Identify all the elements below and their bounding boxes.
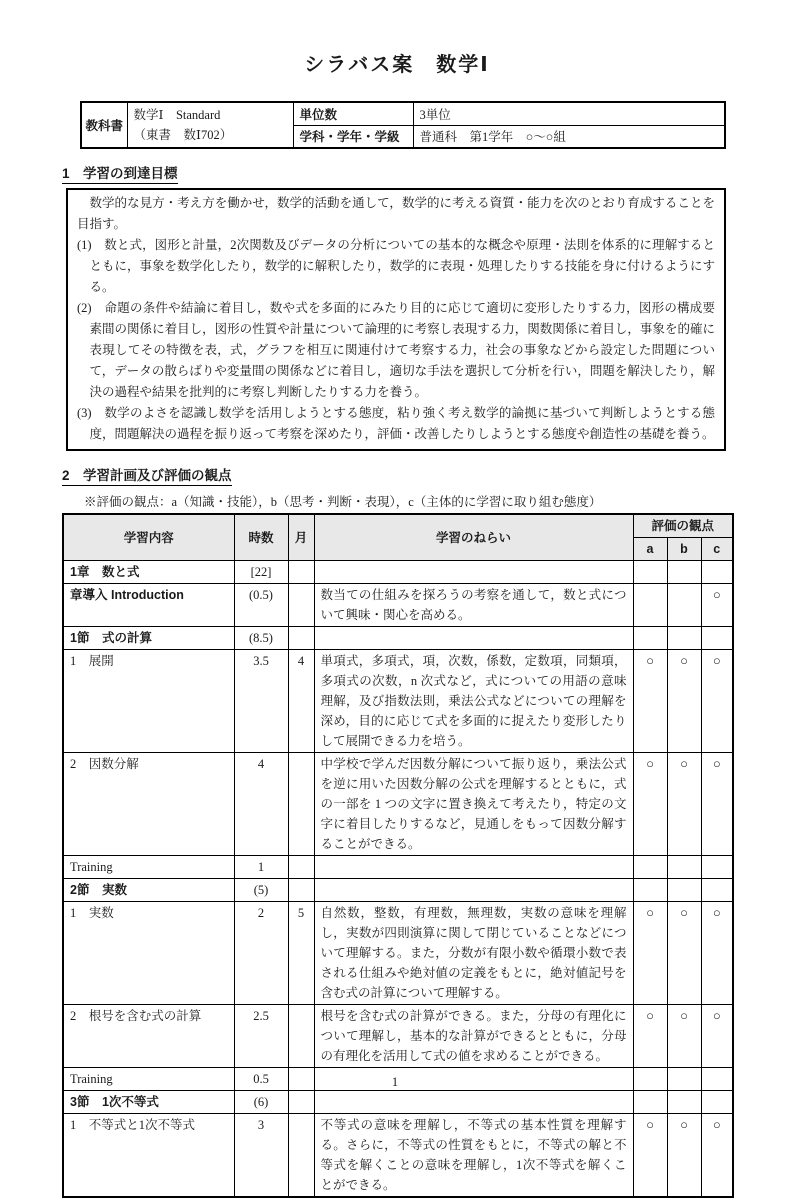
eval-b-cell: ○	[667, 1005, 701, 1068]
hours-cell: (8.5)	[234, 627, 288, 650]
content-cell: 2 因数分解	[63, 753, 234, 856]
content-cell: 1 展開	[63, 650, 234, 753]
plan-row	[63, 1005, 733, 1068]
month-cell	[288, 1091, 314, 1114]
eval-a-cell: ○	[633, 902, 667, 1005]
eval-c-cell: ○	[701, 1005, 733, 1068]
units-value: 3単位	[413, 102, 725, 125]
eval-a-cell	[633, 584, 667, 627]
header-content: 学習内容	[63, 514, 234, 561]
content-cell: 1 実数	[63, 902, 234, 1005]
eval-c-cell: ○	[701, 902, 733, 1005]
eval-c-cell: ○	[701, 650, 733, 753]
eval-b-cell	[667, 584, 701, 627]
hours-cell: 2	[234, 902, 288, 1005]
eval-b-cell: ○	[667, 902, 701, 1005]
eval-b-cell	[667, 627, 701, 650]
month-cell	[288, 1114, 314, 1198]
header-aim: 学習のねらい	[314, 514, 633, 561]
plan-table-header	[63, 514, 733, 561]
month-cell	[288, 879, 314, 902]
eval-c-cell	[701, 879, 733, 902]
eval-a-cell	[633, 879, 667, 902]
header-hours: 時数	[234, 514, 288, 561]
hours-cell: 3.5	[234, 650, 288, 753]
eval-b-cell	[667, 856, 701, 879]
aim-cell	[314, 879, 633, 902]
textbook-name-line2: （東書 数Ⅰ702）	[133, 128, 233, 142]
content-cell: 1節 式の計算	[63, 627, 234, 650]
plan-row	[63, 650, 733, 753]
month-cell	[288, 627, 314, 650]
eval-a-cell: ○	[633, 753, 667, 856]
hours-cell: (5)	[234, 879, 288, 902]
content-cell: 1章 数と式	[63, 561, 234, 584]
aim-cell: 根号を含む式の計算ができる。また，分母の有理化について理解し，基本的な計算ができるとともに，分母の有理化を活用して式の値を求めることができる。	[314, 1005, 633, 1068]
month-cell: 4	[288, 650, 314, 753]
eval-b-cell: ○	[667, 650, 701, 753]
month-cell	[288, 561, 314, 584]
content-cell: 3節 1次不等式	[63, 1091, 234, 1114]
class-value: 普通科 第1学年 ○～○組	[413, 125, 725, 148]
section1-heading: 1 学習の到達目標	[62, 162, 178, 184]
header-eval-c: c	[701, 538, 733, 561]
info-row-1	[81, 102, 725, 125]
info-table	[80, 101, 726, 149]
hours-cell: 3	[234, 1114, 288, 1198]
eval-c-cell	[701, 561, 733, 584]
aim-cell	[314, 561, 633, 584]
content-cell: 章導入 Introduction	[63, 584, 234, 627]
aim-cell	[314, 627, 633, 650]
eval-c-cell	[701, 856, 733, 879]
evaluation-note: ※評価の観点：a（知識・技能），b（思考・判断・表現），c（主体的に学習に取り組む態度）	[84, 495, 602, 509]
content-cell: 1 不等式と1次不等式	[63, 1114, 234, 1198]
aim-cell	[314, 1091, 633, 1114]
hours-cell: [22]	[234, 561, 288, 584]
eval-c-cell: ○	[701, 753, 733, 856]
eval-b-cell	[667, 879, 701, 902]
content-cell: 2節 実数	[63, 879, 234, 902]
aim-cell	[314, 856, 633, 879]
plan-row	[63, 1114, 733, 1198]
plan-row	[63, 1091, 733, 1114]
header-eval-b: b	[667, 538, 701, 561]
hours-cell: (6)	[234, 1091, 288, 1114]
plan-table-body	[63, 561, 733, 1198]
eval-c-cell	[701, 627, 733, 650]
plan-row	[63, 627, 733, 650]
content-cell: Training	[63, 1068, 234, 1091]
eval-b-cell: ○	[667, 753, 701, 856]
aim-cell: 不等式の意味を理解し，不等式の基本性質を理解する。さらに，不等式の性質をもとに，不等式の解と不等式を解くことの意味を理解し，1次不等式を解くことができる。	[314, 1114, 633, 1198]
goal-item-3: (3) 数学のよさを認識し数学を活用しようとする態度，粘り強く考え数学的論拠に基づいて判断しようとする態度，問題解決の過程を振り返って考察を深めたり，評価・改善したりしようとする態度や創造性の基礎を養う。	[77, 406, 715, 441]
aim-cell: 単項式，多項式，項，次数，係数，定数項，同類項，多項式の次数，n 次式など，式についての用語の意味理解，及び指数法則，乗法公式などについての理解を深め，目的に応じて式を多面的に捉えたり変形したりして展開できる力を培う。	[314, 650, 633, 753]
eval-c-cell	[701, 1091, 733, 1114]
plan-row	[63, 879, 733, 902]
section2-heading: 2 学習計画及び評価の観点	[62, 464, 232, 486]
hours-cell: 2.5	[234, 1005, 288, 1068]
month-cell: 5	[288, 902, 314, 1005]
eval-b-cell	[667, 561, 701, 584]
eval-c-cell: ○	[701, 584, 733, 627]
header-month: 月	[288, 514, 314, 561]
textbook-label: 教科書	[81, 102, 127, 148]
plan-row	[63, 902, 733, 1005]
goals-intro: 数学的な見方・考え方を働かせ，数学的活動を通して，数学的に考える資質・能力を次のとおり育成することを目指す。	[77, 196, 715, 231]
plan-row	[63, 753, 733, 856]
plan-row	[63, 856, 733, 879]
eval-a-cell: ○	[633, 650, 667, 753]
eval-a-cell	[633, 856, 667, 879]
header-eval-a: a	[633, 538, 667, 561]
goal-item-2: (2) 命題の条件や結論に着目し，数や式を多面的にみたり目的に応じて適切に変形したりする力，図形の構成要素間の関係に着目し，図形の性質や計量について論理的に考察し表現する力，関数関係に着目し，事象を的確に表現してその特徴を表，式，グラフを相互に関連付けて考察する力，社会の事象などから設定した問題について，データの散らばりや変量間の関係などに着目し，適切な手法を選択して分析を行い，問題を解決したり，解決の過程や結果を批判的に考察し判断したりする力を養う。	[77, 301, 715, 399]
header-evaluation: 評価の観点	[633, 514, 733, 538]
hours-cell: 1	[234, 856, 288, 879]
aim-cell: 中学校で学んだ因数分解について振り返り，乗法公式を逆に用いた因数分解の公式を理解するとともに，式の一部を 1 つの文字に置き換えて考えたり，特定の文字に着目したりするなど，見通しをもって因数分解することができる。	[314, 753, 633, 856]
plan-row	[63, 561, 733, 584]
goal-item-1: (1) 数と式，図形と計量，2次関数及びデータの分析についての基本的な概念や原理・法則を体系的に理解するとともに，事象を数学化したり，数学的に解釈したり，数学的に表現・処理したりする技能を身に付けるようにする。	[77, 238, 715, 294]
class-label: 学科・学年・学級	[293, 125, 413, 148]
hours-cell: 4	[234, 753, 288, 856]
page-number: 1	[391, 1075, 399, 1089]
eval-a-cell	[633, 627, 667, 650]
learning-goals-box	[66, 188, 726, 451]
hours-cell: (0.5)	[234, 584, 288, 627]
eval-a-cell: ○	[633, 1005, 667, 1068]
month-cell	[288, 1005, 314, 1068]
eval-c-cell: ○	[701, 1114, 733, 1198]
content-cell: Training	[63, 856, 234, 879]
hours-cell: 0.5	[234, 1068, 288, 1091]
page-title: シラバス案 数学Ⅰ	[304, 54, 490, 76]
plan-row	[63, 584, 733, 627]
content-cell: 2 根号を含む式の計算	[63, 1005, 234, 1068]
eval-b-cell: ○	[667, 1114, 701, 1198]
aim-cell: 自然数，整数，有理数，無理数，実数の意味を理解し，実数が四則演算に関して閉じていることなどについて理解する。また，分数が有限小数や循環小数で表される仕組みや絶対値の定義をもとに，絶対値記号を含む式の計算について理解する。	[314, 902, 633, 1005]
month-cell	[288, 753, 314, 856]
month-cell	[288, 856, 314, 879]
month-cell	[288, 584, 314, 627]
textbook-name-cell	[127, 102, 293, 148]
aim-cell: 数当ての仕組みを探ろうの考察を通して，数と式について興味・関心を高める。	[314, 584, 633, 627]
eval-b-cell	[667, 1091, 701, 1114]
eval-a-cell: ○	[633, 1114, 667, 1198]
plan-table	[62, 513, 734, 1198]
textbook-name-line1: 数学Ⅰ Standard	[133, 108, 221, 122]
eval-a-cell	[633, 561, 667, 584]
units-label: 単位数	[293, 102, 413, 125]
eval-a-cell	[633, 1091, 667, 1114]
